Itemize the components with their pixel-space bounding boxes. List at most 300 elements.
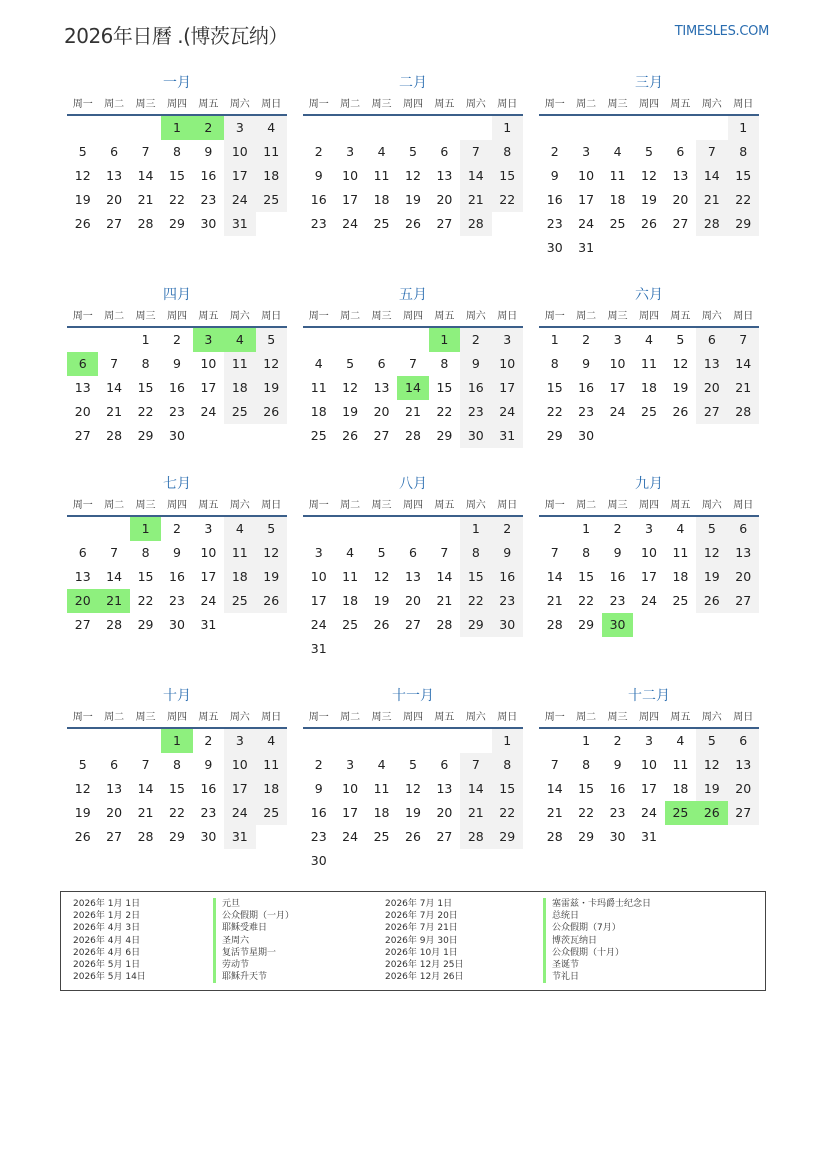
- day-cell[interactable]: 20: [436, 192, 453, 207]
- day-cell[interactable]: 19: [405, 805, 421, 820]
- day-cell[interactable]: 12: [696, 753, 727, 777]
- day-cell[interactable]: 12: [672, 356, 689, 371]
- day-cell[interactable]: 17: [492, 376, 523, 400]
- day-cell[interactable]: 27: [106, 216, 123, 231]
- day-cell[interactable]: 27: [436, 216, 453, 231]
- day-cell[interactable]: 5: [645, 144, 653, 159]
- day-cell[interactable]: 5: [346, 356, 355, 371]
- day-cell[interactable]: 15: [546, 380, 563, 395]
- day-cell[interactable]: 29: [578, 829, 595, 844]
- day-cell[interactable]: 19: [641, 192, 657, 207]
- day-cell[interactable]: 5: [256, 328, 287, 352]
- day-cell[interactable]: 11: [310, 380, 327, 395]
- day-cell[interactable]: 16: [546, 192, 563, 207]
- day-cell[interactable]: 30: [200, 216, 217, 231]
- day-cell[interactable]: 18: [256, 777, 287, 801]
- day-cell[interactable]: 14: [436, 569, 453, 584]
- day-cell[interactable]: 15: [728, 164, 759, 188]
- day-cell[interactable]: 8: [582, 757, 591, 772]
- day-cell[interactable]: 30: [609, 829, 626, 844]
- day-cell[interactable]: 19: [672, 380, 689, 395]
- day-cell[interactable]: 29: [578, 617, 595, 632]
- day-cell[interactable]: 23: [310, 216, 327, 231]
- day-cell[interactable]: 28: [106, 617, 123, 632]
- day-cell[interactable]: 29: [728, 212, 759, 236]
- day-cell[interactable]: 30: [602, 613, 633, 637]
- day-cell[interactable]: 24: [641, 805, 657, 820]
- day-cell[interactable]: 21: [98, 589, 129, 613]
- day-cell[interactable]: 6: [78, 545, 87, 560]
- day-cell[interactable]: 30: [460, 424, 491, 448]
- day-cell[interactable]: 1: [429, 328, 460, 352]
- day-cell[interactable]: 16: [169, 380, 185, 395]
- day-cell[interactable]: 23: [310, 829, 327, 844]
- day-cell[interactable]: 21: [460, 801, 491, 825]
- day-cell[interactable]: 15: [578, 569, 595, 584]
- day-cell[interactable]: 15: [137, 380, 154, 395]
- day-cell[interactable]: 24: [224, 801, 255, 825]
- day-cell[interactable]: 15: [436, 380, 453, 395]
- day-cell[interactable]: 12: [74, 168, 91, 183]
- day-cell[interactable]: 7: [550, 757, 559, 772]
- day-cell[interactable]: 22: [578, 805, 595, 820]
- day-cell[interactable]: 8: [141, 545, 150, 560]
- day-cell[interactable]: 28: [696, 212, 727, 236]
- day-cell[interactable]: 23: [546, 216, 563, 231]
- day-cell[interactable]: 26: [405, 829, 421, 844]
- day-cell[interactable]: 18: [373, 192, 390, 207]
- day-cell[interactable]: 19: [696, 565, 727, 589]
- day-cell[interactable]: 30: [200, 829, 217, 844]
- day-cell[interactable]: 11: [224, 541, 255, 565]
- day-cell[interactable]: 29: [137, 428, 154, 443]
- day-cell[interactable]: 24: [641, 593, 657, 608]
- day-cell[interactable]: 18: [609, 192, 626, 207]
- day-cell[interactable]: 8: [460, 541, 491, 565]
- day-cell[interactable]: 25: [672, 593, 689, 608]
- day-cell[interactable]: 3: [645, 521, 653, 536]
- day-cell[interactable]: 20: [696, 376, 727, 400]
- day-cell[interactable]: 19: [74, 192, 91, 207]
- day-cell[interactable]: 28: [460, 212, 491, 236]
- day-cell[interactable]: 28: [436, 617, 453, 632]
- day-cell[interactable]: 27: [672, 216, 689, 231]
- day-cell[interactable]: 6: [377, 356, 386, 371]
- day-cell[interactable]: 2: [613, 521, 622, 536]
- day-cell[interactable]: 31: [310, 641, 327, 656]
- day-cell[interactable]: 18: [256, 164, 287, 188]
- day-cell[interactable]: 6: [696, 328, 727, 352]
- day-cell[interactable]: 30: [546, 240, 563, 255]
- day-cell[interactable]: 9: [613, 545, 622, 560]
- day-cell[interactable]: 12: [696, 541, 727, 565]
- day-cell[interactable]: 23: [169, 593, 185, 608]
- day-cell[interactable]: 9: [613, 757, 622, 772]
- day-cell[interactable]: 26: [74, 216, 91, 231]
- day-cell[interactable]: 14: [460, 164, 491, 188]
- day-cell[interactable]: 1: [550, 332, 559, 347]
- day-cell[interactable]: 18: [373, 805, 390, 820]
- day-cell[interactable]: 5: [409, 757, 417, 772]
- day-cell[interactable]: 26: [641, 216, 657, 231]
- day-cell[interactable]: 22: [546, 404, 563, 419]
- day-cell[interactable]: 6: [409, 545, 417, 560]
- day-cell[interactable]: 7: [696, 140, 727, 164]
- day-cell[interactable]: 5: [696, 517, 727, 541]
- day-cell[interactable]: 12: [373, 569, 390, 584]
- day-cell[interactable]: 19: [256, 376, 287, 400]
- day-cell[interactable]: 16: [460, 376, 491, 400]
- day-cell[interactable]: 3: [224, 116, 255, 140]
- day-cell[interactable]: 25: [256, 801, 287, 825]
- day-cell[interactable]: 16: [609, 569, 626, 584]
- day-cell[interactable]: 4: [613, 144, 622, 159]
- day-cell[interactable]: 21: [405, 404, 421, 419]
- day-cell[interactable]: 7: [141, 757, 150, 772]
- day-cell[interactable]: 9: [204, 757, 213, 772]
- day-cell[interactable]: 3: [582, 144, 591, 159]
- day-cell[interactable]: 23: [200, 192, 217, 207]
- day-cell[interactable]: 13: [106, 781, 123, 796]
- day-cell[interactable]: 7: [141, 144, 150, 159]
- day-cell[interactable]: 21: [106, 404, 123, 419]
- day-cell[interactable]: 1: [161, 116, 192, 140]
- day-cell[interactable]: 25: [373, 216, 390, 231]
- day-cell[interactable]: 20: [672, 192, 689, 207]
- day-cell[interactable]: 14: [546, 781, 563, 796]
- day-cell[interactable]: 27: [405, 617, 421, 632]
- day-cell[interactable]: 4: [314, 356, 323, 371]
- day-cell[interactable]: 4: [676, 733, 685, 748]
- day-cell[interactable]: 17: [641, 781, 657, 796]
- day-cell[interactable]: 8: [728, 140, 759, 164]
- day-cell[interactable]: 31: [224, 212, 255, 236]
- day-cell[interactable]: 9: [314, 168, 323, 183]
- day-cell[interactable]: 13: [436, 168, 453, 183]
- day-cell[interactable]: 19: [74, 805, 91, 820]
- day-cell[interactable]: 6: [110, 757, 119, 772]
- day-cell[interactable]: 27: [728, 801, 759, 825]
- day-cell[interactable]: 17: [609, 380, 626, 395]
- day-cell[interactable]: 22: [460, 589, 491, 613]
- day-cell[interactable]: 27: [74, 428, 91, 443]
- day-cell[interactable]: 8: [582, 545, 591, 560]
- day-cell[interactable]: 1: [161, 729, 192, 753]
- day-cell[interactable]: 17: [641, 569, 657, 584]
- day-cell[interactable]: 21: [696, 188, 727, 212]
- day-cell[interactable]: 1: [141, 332, 150, 347]
- day-cell[interactable]: 20: [106, 805, 123, 820]
- day-cell[interactable]: 30: [169, 617, 185, 632]
- day-cell[interactable]: 19: [405, 192, 421, 207]
- day-cell[interactable]: 4: [256, 116, 287, 140]
- day-cell[interactable]: 22: [728, 188, 759, 212]
- day-cell[interactable]: 5: [78, 757, 87, 772]
- day-cell[interactable]: 7: [460, 753, 491, 777]
- day-cell[interactable]: 9: [173, 356, 181, 371]
- day-cell[interactable]: 14: [696, 164, 727, 188]
- day-cell[interactable]: 9: [173, 545, 181, 560]
- day-cell[interactable]: 24: [609, 404, 626, 419]
- day-cell[interactable]: 10: [342, 168, 359, 183]
- day-cell[interactable]: 11: [342, 569, 359, 584]
- day-cell[interactable]: 21: [137, 192, 154, 207]
- day-cell[interactable]: 12: [342, 380, 359, 395]
- day-cell[interactable]: 11: [373, 168, 390, 183]
- day-cell[interactable]: 11: [224, 352, 255, 376]
- day-cell[interactable]: 15: [492, 164, 523, 188]
- day-cell[interactable]: 7: [110, 356, 119, 371]
- day-cell[interactable]: 15: [578, 781, 595, 796]
- day-cell[interactable]: 16: [609, 781, 626, 796]
- day-cell[interactable]: 7: [110, 545, 119, 560]
- day-cell[interactable]: 24: [492, 400, 523, 424]
- day-cell[interactable]: 10: [492, 352, 523, 376]
- day-cell[interactable]: 11: [641, 356, 657, 371]
- day-cell[interactable]: 6: [728, 729, 759, 753]
- day-cell[interactable]: 11: [609, 168, 626, 183]
- day-cell[interactable]: 6: [676, 144, 685, 159]
- day-cell[interactable]: 20: [436, 805, 453, 820]
- day-cell[interactable]: 1: [130, 517, 161, 541]
- day-cell[interactable]: 8: [173, 144, 181, 159]
- day-cell[interactable]: 14: [106, 569, 123, 584]
- day-cell[interactable]: 26: [696, 801, 727, 825]
- day-cell[interactable]: 15: [169, 781, 185, 796]
- day-cell[interactable]: 17: [310, 593, 327, 608]
- day-cell[interactable]: 12: [256, 541, 287, 565]
- day-cell[interactable]: 15: [460, 565, 491, 589]
- day-cell[interactable]: 24: [200, 593, 217, 608]
- day-cell[interactable]: 16: [310, 192, 327, 207]
- day-cell[interactable]: 7: [728, 328, 759, 352]
- day-cell[interactable]: 11: [672, 757, 689, 772]
- day-cell[interactable]: 2: [582, 332, 591, 347]
- day-cell[interactable]: 14: [546, 569, 563, 584]
- day-cell[interactable]: 23: [200, 805, 217, 820]
- day-cell[interactable]: 14: [106, 380, 123, 395]
- day-cell[interactable]: 2: [613, 733, 622, 748]
- day-cell[interactable]: 20: [405, 593, 421, 608]
- day-cell[interactable]: 20: [728, 777, 759, 801]
- day-cell[interactable]: 16: [310, 805, 327, 820]
- day-cell[interactable]: 22: [169, 805, 185, 820]
- day-cell[interactable]: 13: [106, 168, 123, 183]
- day-cell[interactable]: 6: [728, 517, 759, 541]
- day-cell[interactable]: 24: [200, 404, 217, 419]
- day-cell[interactable]: 9: [204, 144, 213, 159]
- day-cell[interactable]: 29: [169, 216, 185, 231]
- day-cell[interactable]: 13: [74, 569, 91, 584]
- day-cell[interactable]: 29: [169, 829, 185, 844]
- day-cell[interactable]: 22: [436, 404, 453, 419]
- day-cell[interactable]: 10: [224, 140, 255, 164]
- day-cell[interactable]: 14: [460, 777, 491, 801]
- day-cell[interactable]: 22: [137, 404, 154, 419]
- day-cell[interactable]: 2: [193, 116, 224, 140]
- day-cell[interactable]: 4: [645, 332, 653, 347]
- day-cell[interactable]: 20: [74, 404, 91, 419]
- day-cell[interactable]: 10: [609, 356, 626, 371]
- day-cell[interactable]: 12: [405, 781, 421, 796]
- day-cell[interactable]: 28: [137, 216, 154, 231]
- day-cell[interactable]: 30: [578, 428, 595, 443]
- day-cell[interactable]: 2: [173, 521, 181, 536]
- day-cell[interactable]: 3: [193, 328, 224, 352]
- day-cell[interactable]: 9: [314, 781, 323, 796]
- day-cell[interactable]: 31: [578, 240, 595, 255]
- day-cell[interactable]: 3: [492, 328, 523, 352]
- day-cell[interactable]: 13: [728, 541, 759, 565]
- day-cell[interactable]: 22: [578, 593, 595, 608]
- day-cell[interactable]: 25: [256, 188, 287, 212]
- day-cell[interactable]: 20: [373, 404, 390, 419]
- day-cell[interactable]: 17: [342, 192, 359, 207]
- day-cell[interactable]: 26: [342, 428, 359, 443]
- day-cell[interactable]: 25: [224, 589, 255, 613]
- day-cell[interactable]: 4: [676, 521, 685, 536]
- day-cell[interactable]: 10: [578, 168, 595, 183]
- day-cell[interactable]: 17: [224, 164, 255, 188]
- day-cell[interactable]: 24: [310, 617, 327, 632]
- day-cell[interactable]: 20: [106, 192, 123, 207]
- day-cell[interactable]: 21: [546, 805, 563, 820]
- day-cell[interactable]: 6: [67, 352, 98, 376]
- day-cell[interactable]: 16: [200, 781, 217, 796]
- day-cell[interactable]: 3: [346, 144, 355, 159]
- day-cell[interactable]: 16: [200, 168, 217, 183]
- day-cell[interactable]: 5: [409, 144, 417, 159]
- day-cell[interactable]: 22: [137, 593, 154, 608]
- day-cell[interactable]: 4: [377, 144, 386, 159]
- day-cell[interactable]: 28: [106, 428, 123, 443]
- day-cell[interactable]: 30: [310, 853, 327, 868]
- day-cell[interactable]: 21: [460, 188, 491, 212]
- day-cell[interactable]: 1: [460, 517, 491, 541]
- day-cell[interactable]: 25: [224, 400, 255, 424]
- day-cell[interactable]: 1: [582, 733, 591, 748]
- day-cell[interactable]: 22: [169, 192, 185, 207]
- day-cell[interactable]: 29: [137, 617, 154, 632]
- day-cell[interactable]: 2: [173, 332, 181, 347]
- day-cell[interactable]: 21: [436, 593, 453, 608]
- day-cell[interactable]: 4: [377, 757, 386, 772]
- day-cell[interactable]: 24: [342, 829, 359, 844]
- day-cell[interactable]: 1: [492, 729, 523, 753]
- day-cell[interactable]: 2: [314, 144, 323, 159]
- day-cell[interactable]: 2: [460, 328, 491, 352]
- day-cell[interactable]: 12: [256, 352, 287, 376]
- day-cell[interactable]: 4: [224, 328, 255, 352]
- day-cell[interactable]: 14: [137, 781, 154, 796]
- day-cell[interactable]: 25: [665, 801, 696, 825]
- day-cell[interactable]: 11: [256, 753, 287, 777]
- day-cell[interactable]: 11: [672, 545, 689, 560]
- day-cell[interactable]: 6: [440, 757, 449, 772]
- day-cell[interactable]: 12: [405, 168, 421, 183]
- day-cell[interactable]: 27: [74, 617, 91, 632]
- day-cell[interactable]: 28: [546, 829, 563, 844]
- day-cell[interactable]: 22: [492, 188, 523, 212]
- day-cell[interactable]: 17: [342, 805, 359, 820]
- day-cell[interactable]: 18: [641, 380, 657, 395]
- day-cell[interactable]: 11: [373, 781, 390, 796]
- day-cell[interactable]: 24: [578, 216, 595, 231]
- day-cell[interactable]: 8: [141, 356, 150, 371]
- day-cell[interactable]: 5: [256, 517, 287, 541]
- day-cell[interactable]: 2: [314, 757, 323, 772]
- day-cell[interactable]: 18: [672, 569, 689, 584]
- day-cell[interactable]: 19: [342, 404, 359, 419]
- day-cell[interactable]: 19: [256, 565, 287, 589]
- day-cell[interactable]: 11: [256, 140, 287, 164]
- day-cell[interactable]: 26: [74, 829, 91, 844]
- day-cell[interactable]: 9: [492, 541, 523, 565]
- day-cell[interactable]: 28: [546, 617, 563, 632]
- day-cell[interactable]: 23: [169, 404, 185, 419]
- day-cell[interactable]: 24: [342, 216, 359, 231]
- day-cell[interactable]: 25: [373, 829, 390, 844]
- day-cell[interactable]: 17: [578, 192, 595, 207]
- day-cell[interactable]: 1: [492, 116, 523, 140]
- day-cell[interactable]: 8: [173, 757, 181, 772]
- day-cell[interactable]: 25: [641, 404, 657, 419]
- day-cell[interactable]: 30: [492, 613, 523, 637]
- day-cell[interactable]: 13: [74, 380, 91, 395]
- day-cell[interactable]: 26: [256, 589, 287, 613]
- day-cell[interactable]: 28: [728, 400, 759, 424]
- day-cell[interactable]: 8: [550, 356, 559, 371]
- day-cell[interactable]: 13: [728, 753, 759, 777]
- day-cell[interactable]: 4: [256, 729, 287, 753]
- day-cell[interactable]: 10: [641, 757, 657, 772]
- day-cell[interactable]: 12: [641, 168, 657, 183]
- day-cell[interactable]: 5: [78, 144, 87, 159]
- day-cell[interactable]: 5: [377, 545, 386, 560]
- day-cell[interactable]: 26: [256, 400, 287, 424]
- day-cell[interactable]: 10: [310, 569, 327, 584]
- day-cell[interactable]: 14: [397, 376, 428, 400]
- day-cell[interactable]: 1: [582, 521, 591, 536]
- day-cell[interactable]: 9: [582, 356, 591, 371]
- day-cell[interactable]: 15: [169, 168, 185, 183]
- day-cell[interactable]: 29: [460, 613, 491, 637]
- day-cell[interactable]: 14: [137, 168, 154, 183]
- day-cell[interactable]: 16: [492, 565, 523, 589]
- day-cell[interactable]: 28: [137, 829, 154, 844]
- day-cell[interactable]: 18: [224, 565, 255, 589]
- day-cell[interactable]: 27: [436, 829, 453, 844]
- day-cell[interactable]: 3: [204, 521, 213, 536]
- day-cell[interactable]: 10: [641, 545, 657, 560]
- day-cell[interactable]: 30: [169, 428, 185, 443]
- day-cell[interactable]: 17: [200, 569, 217, 584]
- day-cell[interactable]: 31: [224, 825, 255, 849]
- day-cell[interactable]: 23: [578, 404, 595, 419]
- day-cell[interactable]: 25: [342, 617, 359, 632]
- day-cell[interactable]: 7: [550, 545, 559, 560]
- day-cell[interactable]: 17: [200, 380, 217, 395]
- day-cell[interactable]: 10: [224, 753, 255, 777]
- day-cell[interactable]: 19: [696, 777, 727, 801]
- day-cell[interactable]: 21: [137, 805, 154, 820]
- day-cell[interactable]: 29: [492, 825, 523, 849]
- day-cell[interactable]: 22: [492, 801, 523, 825]
- day-cell[interactable]: 3: [613, 332, 622, 347]
- day-cell[interactable]: 19: [373, 593, 390, 608]
- day-cell[interactable]: 2: [204, 733, 213, 748]
- day-cell[interactable]: 8: [440, 356, 449, 371]
